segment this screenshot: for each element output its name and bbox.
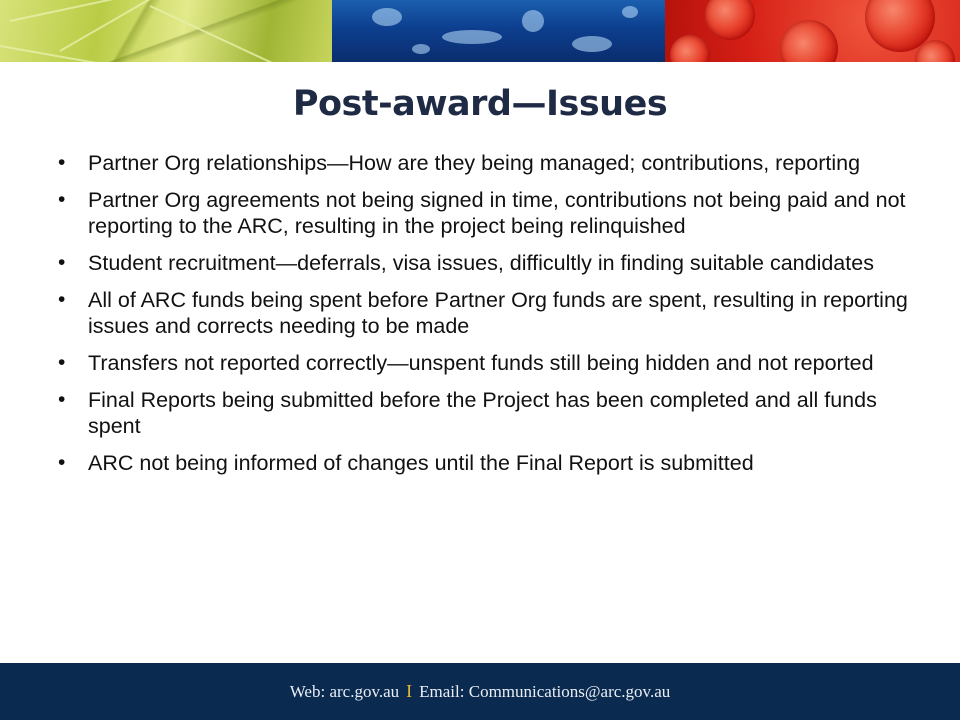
bullet-item bbox=[52, 150, 932, 176]
footer-bar bbox=[0, 663, 960, 720]
bullet-icon: • bbox=[58, 388, 66, 411]
bullet-item bbox=[52, 250, 932, 276]
bullet-list bbox=[52, 150, 932, 487]
bullet-icon: • bbox=[58, 351, 66, 374]
bullet-icon: • bbox=[58, 151, 66, 174]
bullet-text: All of ARC funds being spent before Partner Org funds are spent, resulting in reporting issues and corrects needing to be made bbox=[88, 288, 908, 338]
footer-email: Email: Communications@arc.gov.au bbox=[419, 681, 671, 701]
bullet-icon: • bbox=[58, 251, 66, 274]
footer-web: Web: arc.gov.au bbox=[289, 681, 400, 701]
footer-separator: I bbox=[406, 681, 413, 701]
bullet-text: Final Reports being submitted before the Project has been completed and all funds spent bbox=[88, 388, 877, 438]
bullet-item bbox=[52, 287, 932, 339]
bullet-item bbox=[52, 387, 932, 439]
bullet-icon: • bbox=[58, 188, 66, 211]
bullet-text: Transfers not reported correctly—unspent funds still being hidden and not reported bbox=[88, 351, 874, 375]
bullet-item bbox=[52, 187, 932, 239]
bullet-icon: • bbox=[58, 451, 66, 474]
leaf-image bbox=[0, 0, 332, 62]
bullet-item bbox=[52, 350, 932, 376]
bullet-item bbox=[52, 450, 932, 476]
header-banner bbox=[0, 0, 960, 62]
cells-image bbox=[665, 0, 960, 62]
bullet-text: Partner Org agreements not being signed in time, contributions not being paid and not reporting to the ARC, resulting in the project being relinquished bbox=[88, 188, 906, 238]
bullet-icon: • bbox=[58, 288, 66, 311]
water-image bbox=[332, 0, 665, 62]
bullet-text: Partner Org relationships—How are they being managed; contributions, reporting bbox=[88, 151, 861, 175]
bullet-text: Student recruitment—deferrals, visa issues, difficultly in finding suitable candidates bbox=[88, 251, 874, 275]
bullet-text: ARC not being informed of changes until the Final Report is submitted bbox=[88, 451, 754, 475]
slide-title: Post-award—Issues bbox=[292, 84, 668, 124]
